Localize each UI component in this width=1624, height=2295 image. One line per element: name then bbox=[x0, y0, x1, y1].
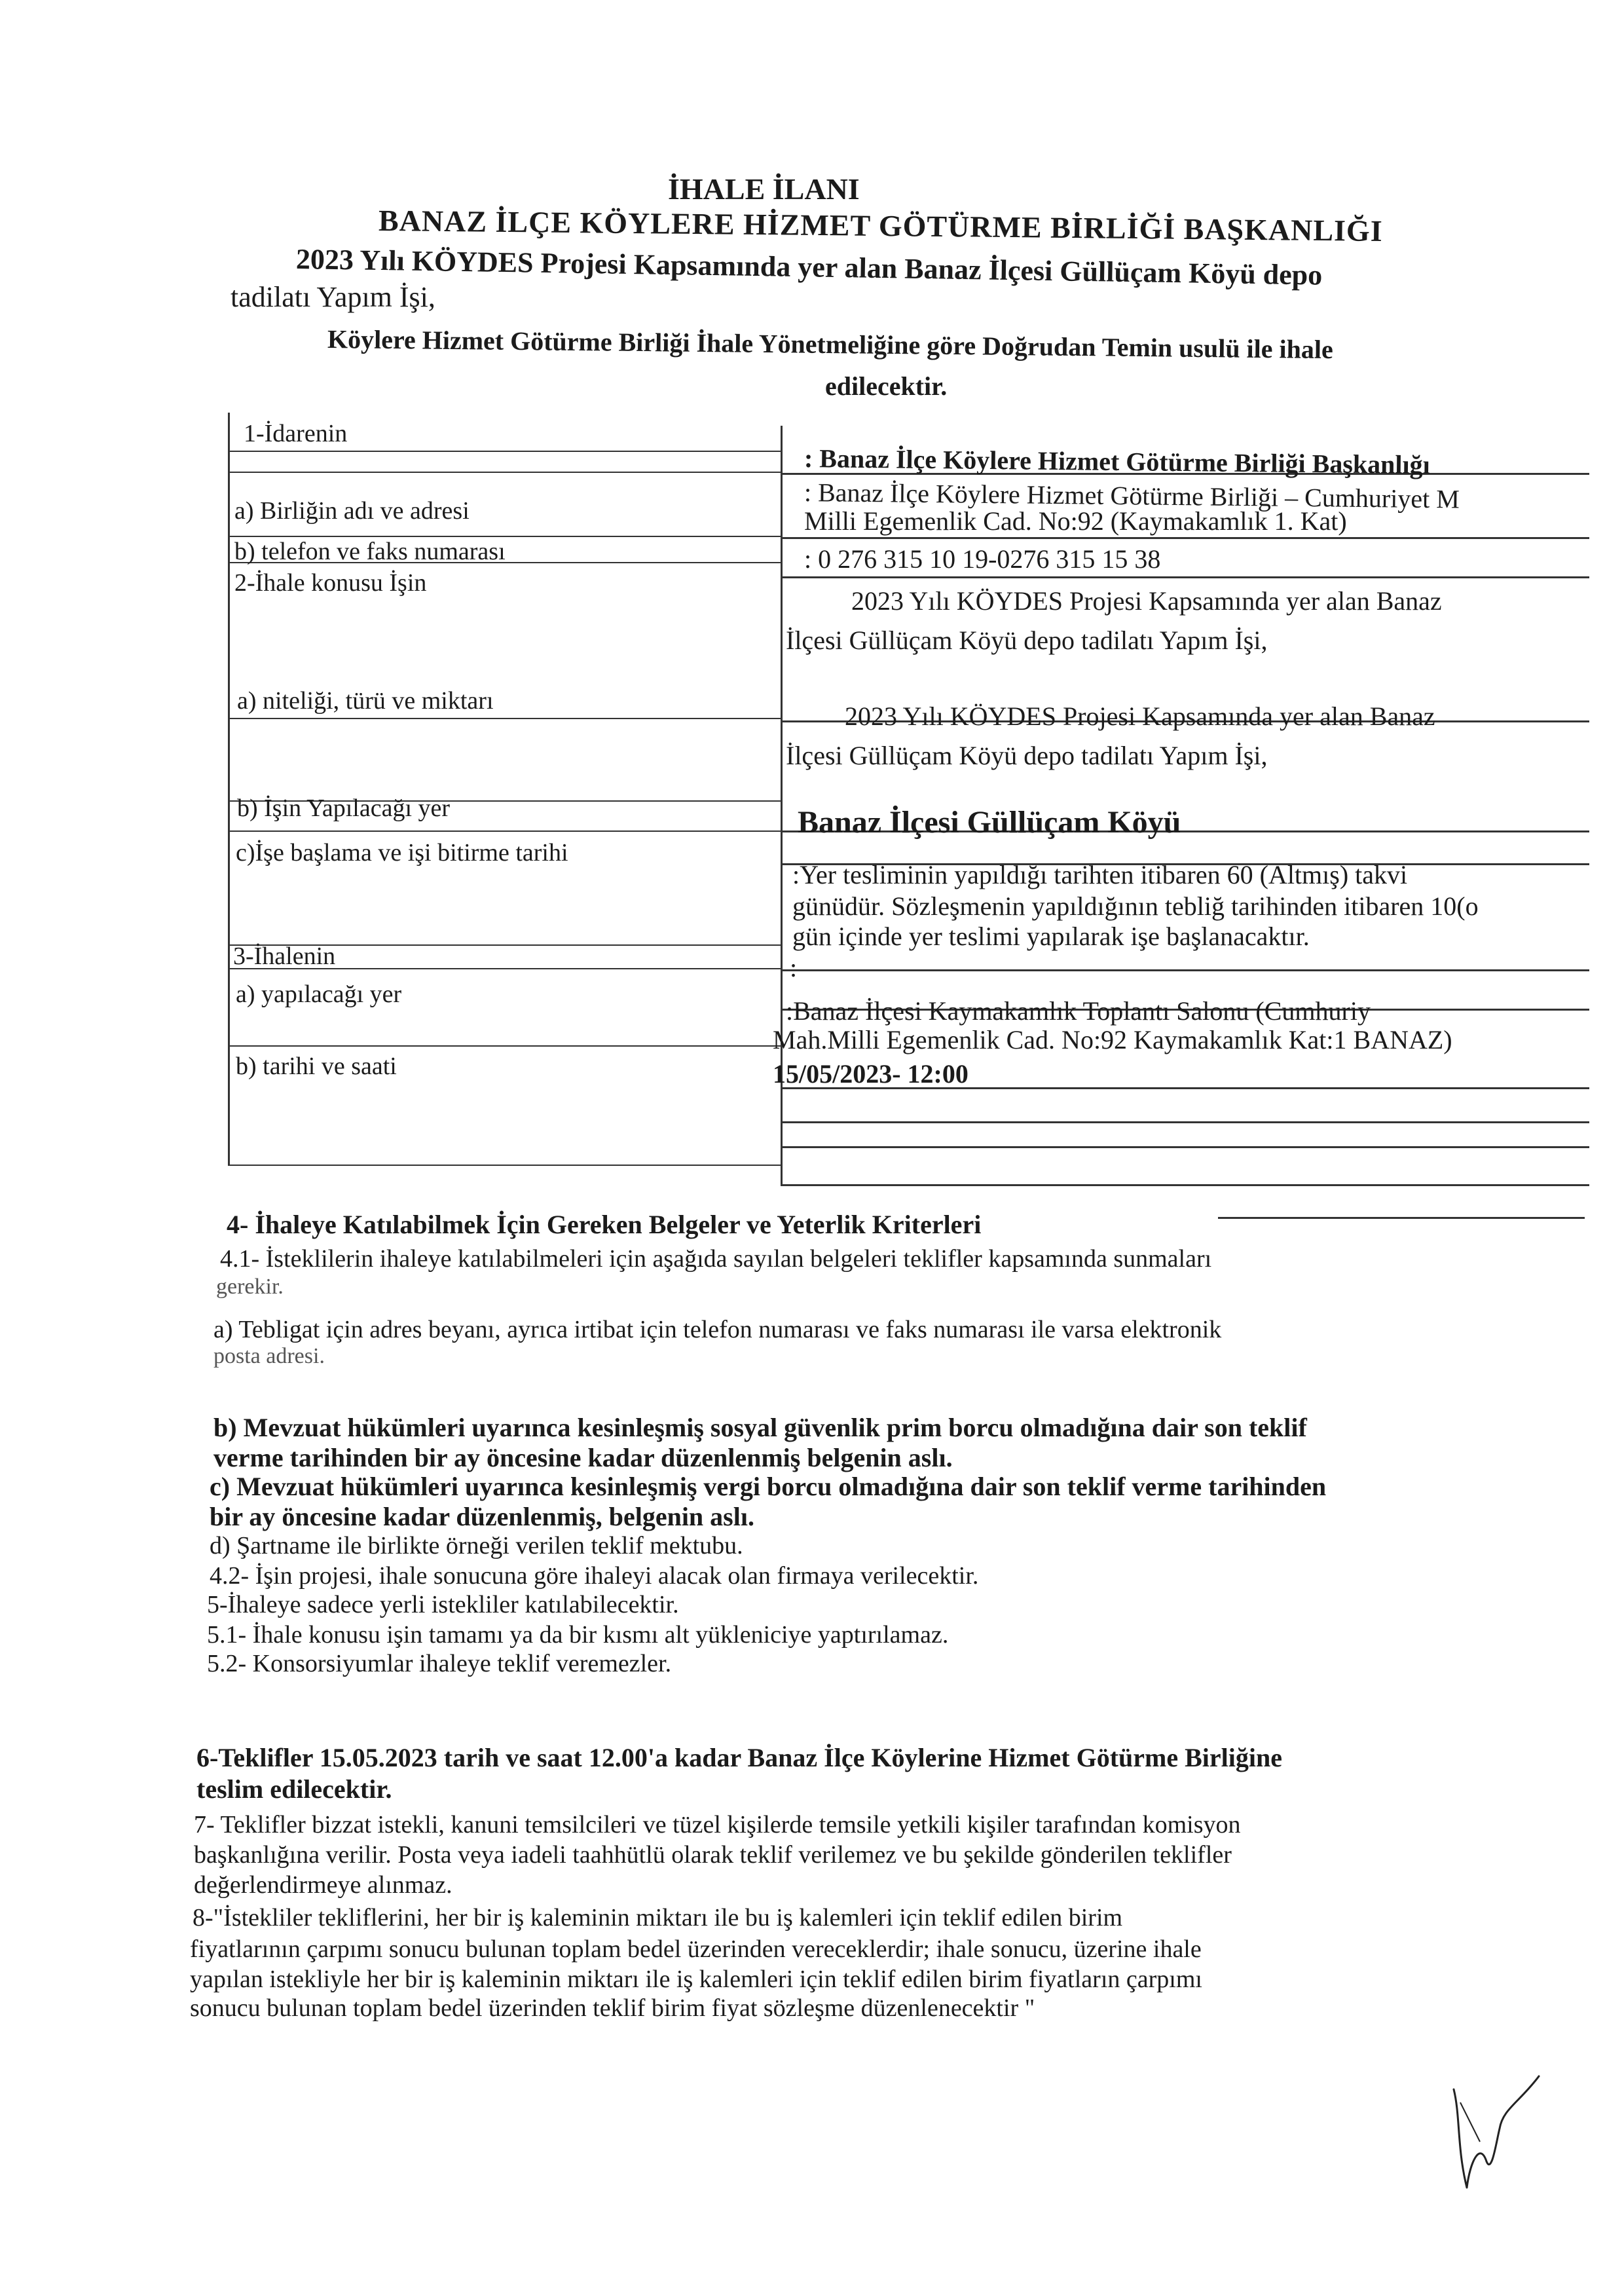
item-c-line-2: bir ay öncesine kadar düzenlenmiş, belgenin aslı. bbox=[210, 1502, 754, 1531]
item-c-line-1: c) Mevzuat hükümleri uyarınca kesinleşmiş vergi borcu olmadığına dair son teklif verme tarihinden bbox=[210, 1472, 1327, 1501]
row-idare-label: 1-İdarenin bbox=[244, 420, 348, 447]
row-telefon-label: b) telefon ve faks numarası bbox=[234, 538, 506, 565]
row-telefon-value: : 0 276 315 10 19-0276 315 15 38 bbox=[804, 544, 1161, 574]
row-birlik-value-1: : Banaz İlçe Köylere Hizmet Götürme Birliği – Cumhuriyet M bbox=[803, 477, 1460, 514]
section-5-line: 5-İhaleye sadece yerli istekliler katılabilecektir. bbox=[207, 1591, 679, 1618]
row-tarih-saat-label: b) tarihi ve saati bbox=[236, 1053, 397, 1080]
item-b-line-2: verme tarihinden bir ay öncesine kadar düzenlenmiş belgenin aslı. bbox=[213, 1443, 953, 1472]
method-line-2: edilecektir. bbox=[825, 371, 948, 401]
section-8-line-1: 8-"İstekliler tekliflerini, her bir iş kaleminin miktarı ile bu iş kalemleri için teklif edilen birim bbox=[193, 1904, 1123, 1931]
section-5-2-line: 5.2- Konsorsiyumlar ihaleye teklif veremezler. bbox=[207, 1650, 672, 1677]
row-birlik-value-2: Milli Egemenlik Cad. No:92 (Kaymakamlık 1. Kat) bbox=[804, 506, 1347, 536]
item-a-line-1: a) Tebligat için adres beyanı, ayrıca irtibat için telefon numarası ve faks numarası ile varsa elektronik bbox=[213, 1316, 1222, 1343]
row-ihale-konusu-label: 2-İhale konusu İşin bbox=[234, 569, 427, 597]
row-niteligi-value-1: 2023 Yılı KÖYDES Projesi Kapsamında yer alan Banaz bbox=[845, 701, 1435, 731]
section-4-heading: 4- İhaleye Katılabilmek İçin Gereken Belgeler ve Yeterlik Kriterleri bbox=[227, 1210, 982, 1239]
section-7-line-1: 7- Teklifler bizzat istekli, kanuni temsilcileri ve tüzel kişilerde temsile yetkili kişiler tarafından komisyon bbox=[194, 1811, 1241, 1838]
row-ihale-konusu-value-1: 2023 Yılı KÖYDES Projesi Kapsamında yer alan Banaz bbox=[851, 586, 1442, 616]
subject-line-2: tadilatı Yapım İşi, bbox=[231, 281, 435, 313]
row-niteligi-label: a) niteliği, türü ve miktarı bbox=[237, 687, 494, 715]
row-ise-baslama-label: c)İşe başlama ve işi bitirme tarihi bbox=[236, 839, 568, 867]
row-ihale-konusu-value-2: İlçesi Güllüçam Köyü depo tadilatı Yapım İşi, bbox=[786, 625, 1268, 655]
item-a-line-2: posta adresi. bbox=[213, 1344, 325, 1368]
row-ise-baslama-value-3: gün içinde yer teslimi yapılarak işe başlanacaktır. bbox=[792, 922, 1310, 951]
section-4-1-line-2: gerekir. bbox=[216, 1275, 284, 1299]
section-4-2-line: 4.2- İşin projesi, ihale sonucuna göre ihaleyi alacak olan firmaya verilecektir. bbox=[210, 1562, 979, 1590]
row-yapilacagi-yer-value: Banaz İlçesi Güllüçam Köyü bbox=[798, 805, 1181, 840]
section-4-1-line-1: 4.1- İsteklilerin ihaleye katılabilmeleri için aşağıda sayılan belgeleri teklifler kapsamında sunmaları bbox=[220, 1245, 1212, 1273]
document-title: İHALE İLANI bbox=[668, 172, 860, 206]
row-ise-baslama-value-2: günüdür. Sözleşmenin yapıldığının tebliğ tarihinden itibaren 10(o bbox=[792, 891, 1479, 921]
section-8-line-2: fiyatlarının çarpımı sonucu bulunan toplam bedel üzerinden vereceklerdir; ihale sonucu, üzerine ihale bbox=[190, 1935, 1202, 1963]
row-ihalenin-label: 3-İhalenin bbox=[233, 942, 336, 970]
row-yapilacagi-yer-label: b) İşin Yapılacağı yer bbox=[237, 794, 451, 822]
signature bbox=[1441, 2063, 1545, 2194]
row-birlik-label: a) Birliğin adı ve adresi bbox=[234, 497, 470, 525]
section-8-line-4: sonucu bulunan toplam bedel üzerinden teklif birim fiyat sözleşme düzenlenecektir " bbox=[190, 1994, 1035, 2022]
section-6-line-2: teslim edilecektir. bbox=[196, 1774, 392, 1804]
item-b-line-1: b) Mevzuat hükümleri uyarınca kesinleşmiş sosyal güvenlik prim borcu olmadığına dair son teklif bbox=[213, 1413, 1307, 1442]
method-line-1: Köylere Hizmet Götürme Birliği İhale Yönetmeliğine göre Doğrudan Temin usulü ile ihale bbox=[327, 324, 1334, 365]
section-5-1-line: 5.1- İhale konusu işin tamamı ya da bir kısmı alt yükleniciye yaptırılamaz. bbox=[207, 1621, 949, 1649]
row-idare-value: : Banaz İlçe Köylere Hizmet Götürme Birliği Başkanlığı bbox=[803, 443, 1430, 480]
row-niteligi-value-2: İlçesi Güllüçam Köyü depo tadilatı Yapım İşi, bbox=[786, 741, 1268, 770]
divider bbox=[1218, 1217, 1585, 1219]
row-ihale-yeri-value-1: :Banaz İlçesi Kaymakamlık Toplantı Salonu (Cumhuriy bbox=[786, 996, 1371, 1026]
subject-line-1: 2023 Yılı KÖYDES Projesi Kapsamında yer alan Banaz İlçesi Güllüçam Köyü depo bbox=[295, 243, 1323, 291]
section-7-line-3: değerlendirmeye alınmaz. bbox=[194, 1871, 452, 1899]
section-7-line-2: başkanlığına verilir. Posta veya iadeli taahhütlü olarak teklif verilemez ve bu şekilde gönderilen teklifler bbox=[194, 1841, 1232, 1869]
row-ihale-yeri-label: a) yapılacağı yer bbox=[236, 980, 402, 1008]
organization-title: BANAZ İLÇE KÖYLERE HİZMET GÖTÜRME BİRLİĞİ BAŞKANLIĞI bbox=[378, 203, 1383, 248]
section-8-line-3: yapılan istekliyle her bir iş kaleminin miktarı ile iş kalemleri için teklif edilen birim fiyatların çarpımı bbox=[190, 1966, 1202, 1993]
section-6-line-1: 6-Teklifler 15.05.2023 tarih ve saat 12.00'a kadar Banaz İlçe Köylerine Hizmet Götürme Birliğine bbox=[196, 1743, 1282, 1772]
row-ihalenin-value: : bbox=[790, 953, 798, 982]
row-ihale-yeri-value-2: Mah.Milli Egemenlik Cad. No:92 Kaymakamlık Kat:1 BANAZ) bbox=[773, 1025, 1452, 1054]
item-d-line: d) Şartname ile birlikte örneği verilen teklif mektubu. bbox=[210, 1532, 743, 1559]
row-ise-baslama-value-1: :Yer tesliminin yapıldığı tarihten itibaren 60 (Altmış) takvi bbox=[792, 860, 1408, 889]
row-tarih-saat-value: 15/05/2023- 12:00 bbox=[773, 1059, 969, 1089]
